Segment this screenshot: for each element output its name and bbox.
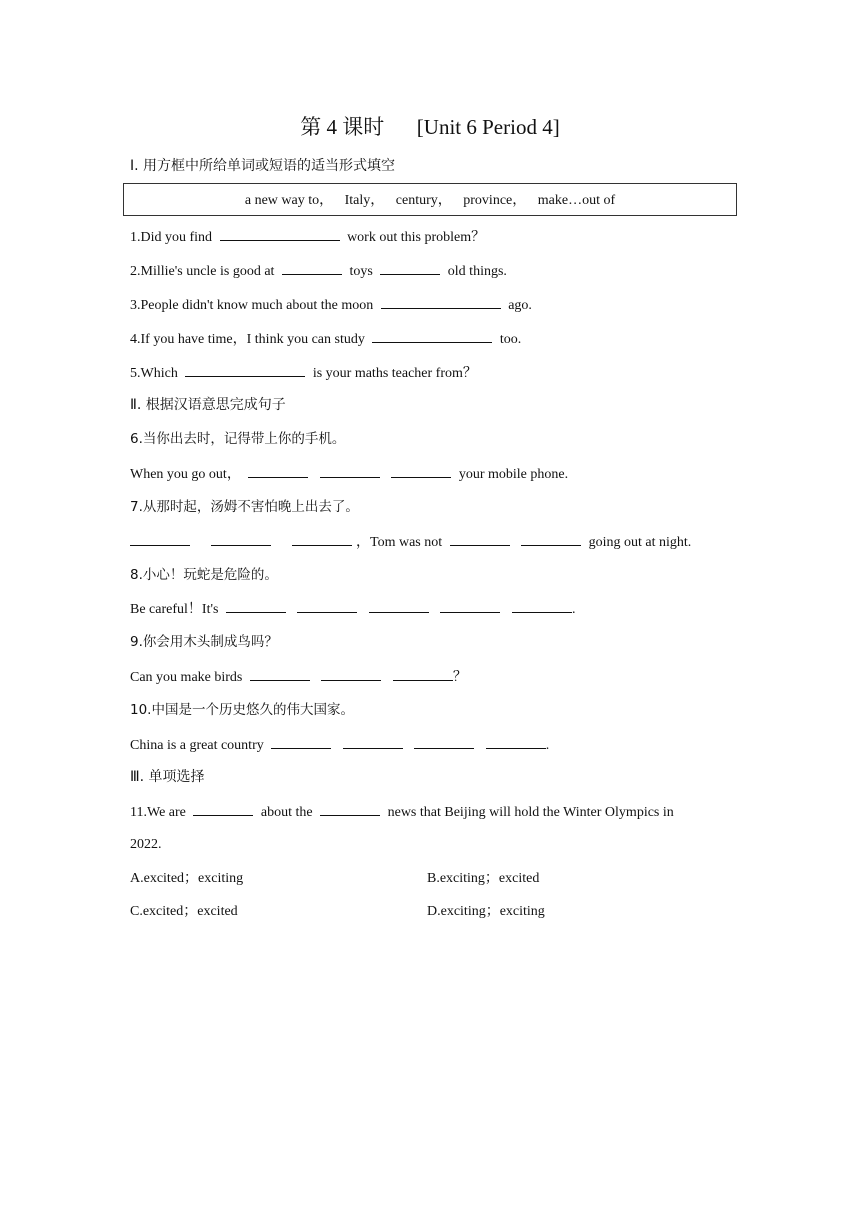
question-text: 11.We are xyxy=(130,805,186,820)
answer-blank[interactable] xyxy=(450,531,510,546)
question-9-cn: 9.你会用木头制成鸟吗？ xyxy=(130,634,278,650)
section-2-heading: Ⅱ. 根据汉语意思完成句子 xyxy=(130,397,286,413)
question-text: news that Beijing will hold the Winter Olympics in xyxy=(387,805,674,820)
question-1 xyxy=(130,226,485,248)
title-en: [Unit 6 Period 4] xyxy=(416,115,560,139)
answer-blank[interactable] xyxy=(297,598,357,613)
question-text: ago. xyxy=(508,298,532,313)
answer-blank[interactable] xyxy=(130,531,190,546)
word-box-item: Italy， xyxy=(344,193,385,208)
question-3 xyxy=(130,294,532,316)
title-cn-suffix: 课时 xyxy=(342,115,385,139)
word-box-item: province， xyxy=(463,193,527,208)
word-box-item: century， xyxy=(395,193,452,208)
question-text: your mobile phone. xyxy=(458,467,569,482)
answer-blank[interactable] xyxy=(193,801,253,816)
question-text: ，Tom was not xyxy=(356,535,443,550)
question-text: China is a great country xyxy=(130,738,264,753)
question-4 xyxy=(130,328,521,350)
question-text: . xyxy=(545,738,550,753)
question-text: When you go out， xyxy=(130,467,241,482)
question-7-cn: 7.从那时起，汤姆不害怕晚上出去了。 xyxy=(130,499,359,515)
question-text: 5.Which xyxy=(130,366,178,381)
question-text: . xyxy=(571,602,576,617)
question-2 xyxy=(130,260,507,282)
question-10-cn: 10.中国是一个历史悠久的伟大国家。 xyxy=(130,702,354,718)
answer-blank[interactable] xyxy=(380,260,440,275)
question-text: Can you make birds xyxy=(130,670,243,685)
question-text: 1.Did you find xyxy=(130,230,213,245)
option-c[interactable]: C.excited；excited xyxy=(130,904,238,919)
answer-blank[interactable] xyxy=(220,226,340,241)
question-text: about the xyxy=(260,805,313,820)
question-5 xyxy=(130,362,477,384)
question-text: too. xyxy=(499,332,522,347)
question-text: going out at night. xyxy=(588,535,692,550)
question-10-en xyxy=(130,734,549,756)
question-text: 3.People didn't know much about the moon xyxy=(130,298,374,313)
answer-blank[interactable] xyxy=(372,328,492,343)
answer-blank[interactable] xyxy=(250,666,310,681)
answer-blank[interactable] xyxy=(320,463,380,478)
option-d[interactable]: D.exciting；exciting xyxy=(427,904,545,919)
answer-blank[interactable] xyxy=(226,598,286,613)
question-text: Be careful！It's xyxy=(130,602,219,617)
question-11-continued: 2022. xyxy=(130,837,162,852)
question-text: is your maths teacher from？ xyxy=(312,366,477,381)
page-title xyxy=(0,110,860,144)
answer-blank[interactable] xyxy=(321,666,381,681)
question-8-cn: 8.小心！玩蛇是危险的。 xyxy=(130,567,278,583)
answer-blank[interactable] xyxy=(521,531,581,546)
answer-blank[interactable] xyxy=(248,463,308,478)
question-text: work out this problem？ xyxy=(347,230,486,245)
section-1-heading: Ⅰ. 用方框中所给单词或短语的适当形式填空 xyxy=(130,158,396,174)
answer-blank[interactable] xyxy=(282,260,342,275)
word-box xyxy=(123,183,737,216)
question-7-en xyxy=(130,531,691,553)
question-6-cn: 6.当你出去时，记得带上你的手机。 xyxy=(130,431,346,447)
question-text: 2.Millie's uncle is good at xyxy=(130,264,275,279)
title-number: 4 xyxy=(326,115,338,139)
question-9-en xyxy=(130,666,467,688)
question-8-en xyxy=(130,598,575,620)
option-b[interactable]: B.exciting；excited xyxy=(427,871,540,886)
answer-blank[interactable] xyxy=(391,463,451,478)
question-text: ？ xyxy=(452,670,467,685)
section-3-heading: Ⅲ. 单项选择 xyxy=(130,769,205,785)
question-text: old things. xyxy=(447,264,507,279)
answer-blank[interactable] xyxy=(343,734,403,749)
answer-blank[interactable] xyxy=(486,734,546,749)
question-text: toys xyxy=(349,264,373,279)
answer-blank[interactable] xyxy=(512,598,572,613)
word-box-item: a new way to， xyxy=(244,193,334,208)
word-box-item: make…out of xyxy=(537,193,616,208)
question-11 xyxy=(130,801,674,823)
answer-blank[interactable] xyxy=(292,531,352,546)
title-cn-prefix: 第 xyxy=(300,115,322,139)
answer-blank[interactable] xyxy=(211,531,271,546)
answer-blank[interactable] xyxy=(381,294,501,309)
answer-blank[interactable] xyxy=(320,801,380,816)
question-6-en xyxy=(130,463,568,485)
option-a[interactable]: A.excited；exciting xyxy=(130,871,244,886)
answer-blank[interactable] xyxy=(440,598,500,613)
question-text: 4.If you have time，I think you can study xyxy=(130,332,365,347)
answer-blank[interactable] xyxy=(393,666,453,681)
answer-blank[interactable] xyxy=(414,734,474,749)
answer-blank[interactable] xyxy=(185,362,305,377)
answer-blank[interactable] xyxy=(369,598,429,613)
answer-blank[interactable] xyxy=(271,734,331,749)
